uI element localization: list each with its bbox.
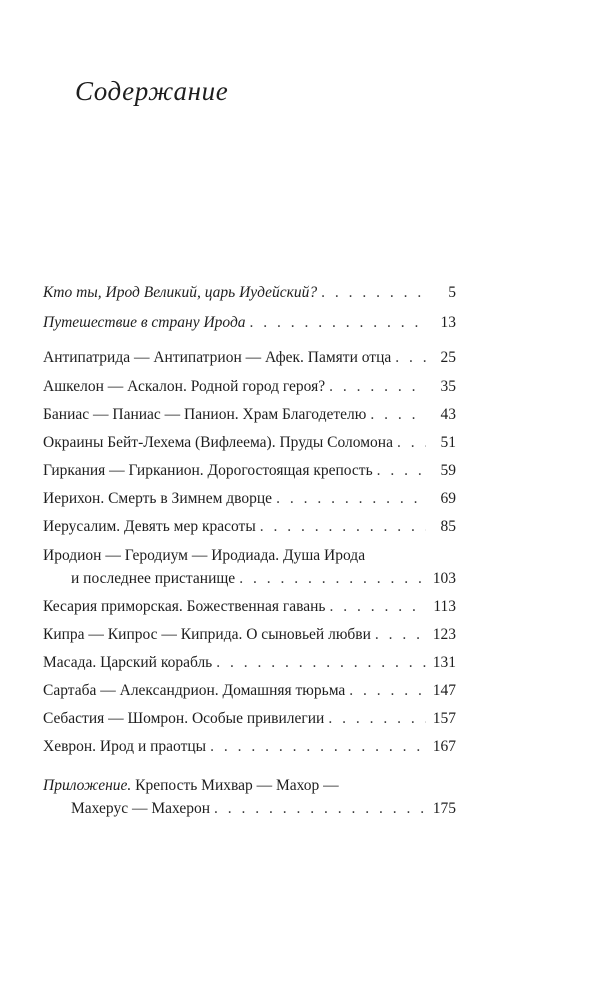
toc-entry-line [43,517,456,537]
toc-entry-title: Антипатрида — Антипатрион — Афек. Памяти отца [43,349,392,366]
toc-entry-title: Сартаба — Александрион. Домашняя тюрьма [43,682,346,699]
leader-dots [370,405,426,425]
toc-entry-line [43,433,456,453]
toc-page-number: 43 [440,406,456,423]
toc-entry-line [43,737,456,757]
toc-page-number: 51 [440,434,456,451]
toc-entry-text: Иродион — Геродиум — Иродиада. Душа Ирода [43,547,366,564]
toc-entry-title: Хеврон. Ирод и праотцы [43,738,207,755]
toc-entry-line [43,709,456,729]
toc-entry-title: Иерусалим. Девять мер красоты [43,518,256,535]
page-title: Содержание [75,76,229,106]
toc-entry-line [71,799,456,819]
toc-entry-title: Иерихон. Смерть в Зимнем дворце [43,490,273,507]
toc-page-number: 85 [440,518,456,535]
toc-entry-line [43,625,456,645]
toc-page-number: 69 [440,490,456,507]
leader-dots [349,681,426,701]
toc-page-number: 5 [448,284,456,301]
toc-entry-line [43,348,456,368]
toc-entry-line [43,461,456,481]
leader-dots [216,653,426,673]
toc-entry-title: Ашкелон — Аскалон. Родной город героя? [43,378,326,395]
toc-entry-text-continued: и последнее пристанище [71,570,236,587]
toc-page-number: 123 [432,626,456,643]
toc-entry-line [43,597,456,617]
leader-dots [329,377,426,397]
toc-entry-line [43,776,339,796]
toc-page-number: 131 [432,654,456,671]
toc-page-number: 147 [432,682,456,699]
toc-entry-line [43,405,456,425]
leader-dots [329,597,426,617]
toc-entry-title: Баниас — Паниас — Панион. Храм Благодетелю [43,406,367,423]
toc-page-number: 157 [432,710,456,727]
leader-dots [250,313,426,333]
leader-dots [321,283,426,303]
toc-page-number: 175 [432,800,456,817]
toc-entry-text-continued: Махерус — Махерон [71,800,211,817]
toc-entry-line [43,653,456,673]
toc-page-number: 35 [440,378,456,395]
toc-page-number: 113 [433,598,456,615]
toc-entry-title [43,776,339,796]
toc-entry-title: Кипра — Кипрос — Киприда. О сыновьей любви [43,626,371,643]
toc-entry-prefix: Приложение. [43,777,132,794]
toc-entry-title: Масада. Царский корабль [43,654,213,671]
leader-dots [397,433,426,453]
leader-dots [260,517,426,537]
leader-dots [276,489,426,509]
leader-dots [328,709,426,729]
leader-dots [375,625,426,645]
toc-entry-line [43,313,456,333]
toc-page-number: 25 [440,349,456,366]
leader-dots [239,569,426,589]
toc-entry-line [43,681,456,701]
toc-entry-title: Себастия — Шомрон. Особые привилегии [43,710,325,727]
leader-dots [395,348,426,368]
toc-entry-line [43,546,365,566]
toc-entry-title: Окраины Бейт-Лехема (Вифлеема). Пруды Соломона [43,434,393,451]
toc-entry-title: Гиркания — Гирканион. Дорогостоящая крепость [43,462,373,479]
leader-dots [214,799,426,819]
toc-entry-line [43,283,456,303]
toc-entry-line [43,489,456,509]
toc-entry-line [43,377,456,397]
toc-page-number: 13 [440,314,456,331]
toc-entry-text: Крепость Михвар — Махор — [135,777,339,794]
leader-dots [210,737,426,757]
leader-dots [377,461,426,481]
toc-page-number: 103 [432,570,456,587]
toc-page-number: 59 [440,462,456,479]
toc-entry-title: Путешествие в страну Ирода [43,314,246,331]
toc-entry-title: Кто ты, Ирод Великий, царь Иудейский? [43,284,318,301]
toc-page-number: 167 [432,738,456,755]
toc-entry-line [71,569,456,589]
toc-entry-title: Кесария приморская. Божественная гавань [43,598,326,615]
toc-entry-title [43,546,365,566]
